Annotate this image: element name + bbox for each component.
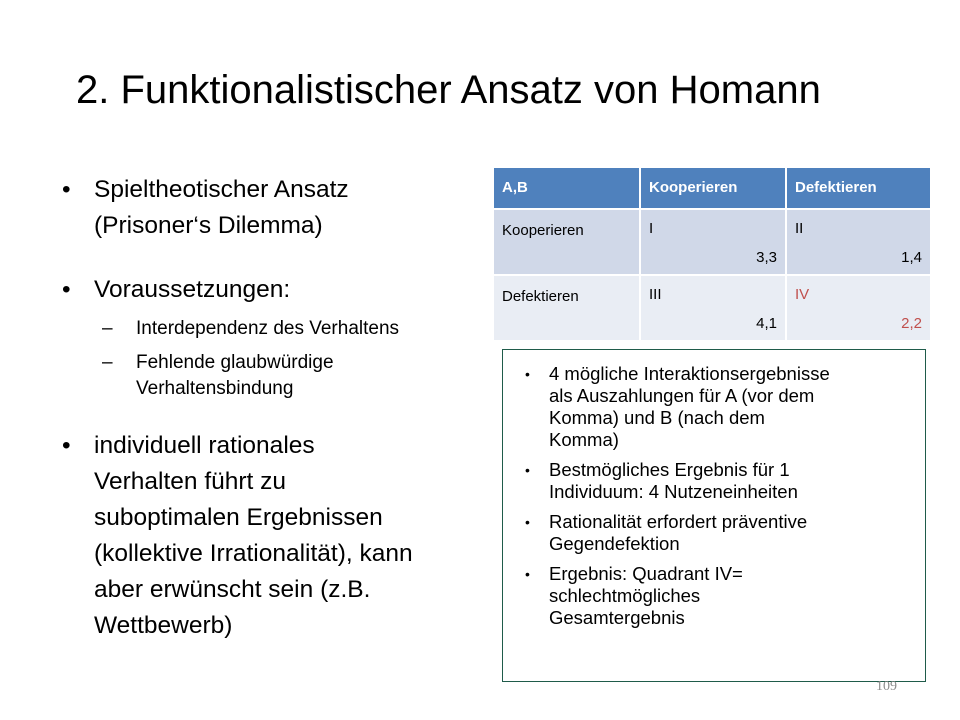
list-item [513,459,915,503]
bullet-text-line: (Prisoner‘s Dilemma) [94,212,323,239]
info-text-line: als Auszahlungen für A (vor dem [549,385,815,406]
info-text-line: Gegendefektion [549,533,680,554]
list-item [513,563,915,629]
bullet-text-line: individuell rationales [94,432,315,459]
bullet-text-line: suboptimalen Ergebnissen [94,504,383,531]
list-item [513,363,915,451]
bullet-text-line: aber erwünscht sein (z.B. [94,576,371,603]
bullet-game-theory [62,172,492,244]
sub-bullet-text-line: Fehlende glaubwürdige [136,352,334,373]
info-text-line: Ergebnis: Quadrant IV= [549,563,743,584]
dash-icon: – [102,318,113,339]
info-text-line: schlechtmögliches [549,585,701,606]
info-text-line: Komma) und B (nach dem [549,407,765,428]
bullet-rational-behavior [62,428,492,644]
dash-icon: – [102,352,113,373]
info-text-line: Bestmögliches Ergebnis für 1 [549,459,790,480]
quadrant-label: II [795,220,804,237]
row-label-defect: Defektieren [494,275,640,341]
quadrant-ii-cell [786,209,931,275]
payoff-matrix [494,168,932,342]
slide-title: 2. Funktionalistischer Ansatz von Homann [76,68,821,112]
list-item [513,511,915,555]
info-text-line: Individuum: 4 Nutzeneinheiten [549,481,798,502]
info-text-line: 4 mögliche Interaktionsergebnisse [549,363,830,384]
header-cell-defect: Defektieren [786,168,931,209]
bullet-dot-icon: • [525,566,530,582]
bullet-text-line: (kollektive Irrationalität), kann [94,540,413,567]
sub-bullet-interdependence [102,316,492,342]
bullet-dot-icon: • [525,366,530,382]
sub-bullet-text-line: Verhaltensbindung [136,378,294,399]
bullet-text-line: Spieltheotischer Ansatz [94,176,349,203]
bullet-prerequisites [62,272,492,308]
bullet-dot-icon: • [62,432,71,459]
bullet-dot-icon: • [62,176,71,203]
quadrant-label: I [649,220,654,237]
bullet-text-line: Verhalten führt zu [94,468,287,495]
payoff-value: 2,2 [901,315,922,332]
quadrant-iv-cell [786,275,931,341]
payoff-value: 3,3 [756,249,777,266]
quadrant-iii-cell [640,275,786,341]
sub-bullet-text-line: Interdependenz des Verhaltens [136,318,400,339]
bullet-list [62,172,492,644]
bullet-dot-icon: • [525,462,530,478]
info-text-line: Komma) [549,429,619,450]
quadrant-i-cell [640,209,786,275]
payoff-value: 1,4 [901,249,922,266]
quadrant-label: III [649,286,662,303]
header-cell-cooperate: Kooperieren [640,168,786,209]
header-cell-players: A,B [494,168,640,209]
table-row [494,209,931,275]
row-label-cooperate: Kooperieren [494,209,640,275]
quadrant-label: IV [795,286,810,303]
bullet-text-line: Wettbewerb) [94,612,233,639]
bullet-text: Voraussetzungen: [94,276,291,303]
table-row [494,275,931,341]
info-text-line: Gesamtergebnis [549,607,685,628]
payoff-value: 4,1 [756,315,777,332]
info-text-line: Rationalität erfordert präventive [549,511,808,532]
bullet-dot-icon: • [525,514,530,530]
info-box [502,349,926,682]
bullet-dot-icon: • [62,276,71,303]
sub-bullet-commitment [102,350,492,402]
page-number: 109 [876,679,897,694]
